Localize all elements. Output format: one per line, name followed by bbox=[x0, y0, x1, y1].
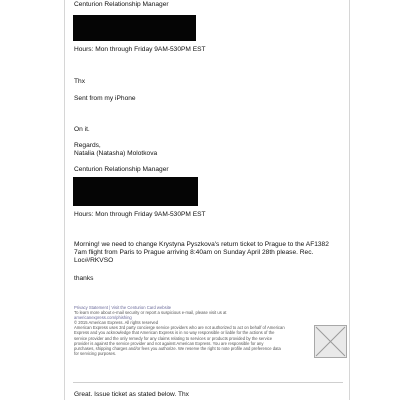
redacted-block bbox=[73, 177, 198, 206]
redacted-block bbox=[73, 15, 196, 41]
phishing-link[interactable]: americanexpress.com/phishing bbox=[74, 315, 132, 321]
footer-line: To learn more about e-mail security or report a suspicious e-mail, please visit us at bbox=[74, 310, 227, 316]
left-border bbox=[64, 0, 65, 400]
request-line: Morning! we need to change Krystyna Pyszkova's return ticket to Prague to the AF1382 bbox=[74, 241, 329, 248]
disclaimer-line: for servicing purposes. bbox=[74, 350, 117, 356]
request-line: 7am flight from Paris to Prague arriving 8:40am on Sunday April 28th please. Rec. bbox=[74, 249, 314, 256]
thanks-line: thanks bbox=[74, 275, 94, 282]
signature-title: Centurion Relationship Manager bbox=[74, 1, 169, 8]
disclaimer-line: purchases, shipping charges and/or fees you authorize. We reserve the right to note profile and preference data bbox=[74, 345, 281, 351]
signature-title: Centurion Relationship Manager bbox=[74, 166, 169, 173]
right-border bbox=[349, 0, 350, 400]
reply-text: On it. bbox=[74, 126, 90, 133]
message-separator bbox=[73, 382, 343, 383]
signature-hours: Hours: Mon through Friday 9AM-530PM EST bbox=[74, 46, 206, 53]
regards-line: Regards, bbox=[74, 142, 101, 149]
signature-hours: Hours: Mon through Friday 9AM-530PM EST bbox=[74, 211, 206, 218]
email-footer bbox=[74, 305, 314, 356]
copyright-line: © 2015 American Express. All rights reserved bbox=[74, 320, 159, 326]
image-placeholder-icon bbox=[314, 325, 347, 358]
request-line: Loc#/RKVSO bbox=[74, 257, 114, 264]
sender-name: Natalia (Natasha) Molotkova bbox=[74, 150, 158, 157]
disclaimer-line: Express and you acknowledge that American Express is in no way responsible or liable for the actions of the bbox=[74, 330, 275, 336]
footer-links[interactable]: Privacy Statement | Visit the Centurion Card website bbox=[74, 305, 172, 310]
disclaimer-line: service provider and the only remedy for any claims relating to services or products provided by the service bbox=[74, 335, 273, 341]
sent-from-line: Sent from my iPhone bbox=[74, 95, 136, 102]
disclaimer-line: provider is against the service provider and not against American Express. You are responsible for any bbox=[74, 340, 264, 346]
reply-text: Great. Issue ticket as stated below. Thx bbox=[74, 391, 189, 398]
disclaimer-line: American Express uses 3rd party concierge service providers who are not authorized to act on behalf of American bbox=[74, 325, 285, 331]
reply-text: Thx bbox=[74, 78, 85, 85]
